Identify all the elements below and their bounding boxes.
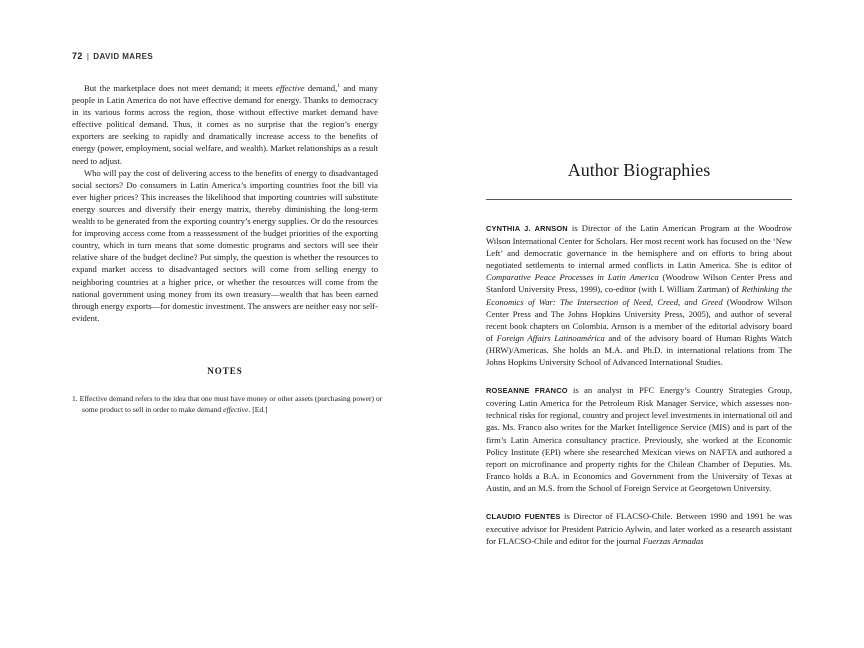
bio-name: CYNTHIA J. ARNSON <box>486 224 568 233</box>
paragraph-2: Who will pay the cost of delivering access to the benefits of energy to disadvantaged social sectors? Do consumers in Latin America’s importing countries foot the bill via ever higher prices? This increases the likelihood that importing countries will substitute energy sources and diversify their energy matrix, thereby diminishing the long-term wealth to be generated from the exporting country’s energy supplies. Or do the resources for improving access come from a reassessment of the budget priorities of the exporting country, which in turn means that some domestic programs and sectors will see their relative share of the budget decline? Put simply, the question is whether the resources to expand market access to disadvantaged sectors will come from selling energy to neighboring countries at a higher price, or whether the resources will come from the national government using money from its own treasury—wealth that has been earned through energy exports—for domestic investment. The answers are neither easy nor self-evident. <box>72 167 378 323</box>
running-head-separator: | <box>86 52 90 61</box>
running-head-author: DAVID MARES <box>93 52 154 61</box>
bio-entry-arnson: CYNTHIA J. ARNSON is Director of the Latin American Program at the Woodrow Wilson International Center for Scholars. Her most recent work has focused on the ‘New Left’ and democratic governance in the hemisphere and on efforts to bring about negotiated settlements to internal armed conflicts in Latin America. She is editor of Comparative Peace Processes in Latin America (Woodrow Wilson Center Press and Stanford University Press, 1999), co-editor (with I. William Zartman) of Rethinking the Economics of War: The Intersection of Need, Creed, and Greed (Woodrow Wilson Center Press and The Johns Hopkins University Press, 2005), and author of several recent book chapters on Colombia. Arnson is a member of the editorial advisory board of Foreign Affairs Latinoamérica and of the advisory board of Human Rights Watch (HRW)/Americas. She holds an M.A. and Ph.D. in international relations from The Johns Hopkins University School of Advanced International Studies. <box>486 223 793 368</box>
bio-list <box>486 222 792 563</box>
paragraph-1: But the marketplace does not meet demand; it meets effective demand,$^1$ and many people in Latin America do not have effective demand for energy. Thanks to democracy in its various forms across the region, those without effective market demand have effective political demand. Thus, it comes as no surprise that the region’s energy exporters are seeking to rapidly and dramatically increase access to the benefits of energy (power, employment, social welfare, and wealth). Market relationships as a result need to adjust. <box>72 83 378 166</box>
note-reference: 1 <box>337 83 340 90</box>
page-title: Author Biographies <box>567 160 711 180</box>
bio-name: ROSEANNE FRANCO <box>486 386 568 396</box>
running-head <box>72 51 153 61</box>
notes-heading: NOTES <box>207 366 243 376</box>
emphasis-effective: effective <box>276 83 305 93</box>
page-number: 72 <box>72 51 83 61</box>
footnote-1: 1. Effective demand refers to the idea that one must have money or other assets (purchasing power) or some product to sell in order to make demand effective. [Ed.] <box>72 394 383 414</box>
bio-name: CLAUDIO FUENTES <box>486 511 561 521</box>
bio-entry-franco: ROSEANNE FRANCO is an analyst in PFC Energy’s Country Strategies Group, covering Latin America for the Petroleum Risk Manager Service, which assesses non-technical risks for regional, country and project level investments in international oil and gas. Ms. Franco also writes for the Market Intelligence Service (MIS) and is part of the firm’s Latin America consultancy practice. Previously, she worked at the Economic Policy Institute (EPI) where she researched Mexican views on NAFTA and authored a report on microfinance and property rights for the Chilean Chamber of Deputies. Ms. Franco holds a B.A. in Economics and Government from the University of Texas at Austin, and an M.S. from the School of Foreign Service at Georgetown University. <box>486 385 792 493</box>
bio-entry-fuentes: CLAUDIO FUENTES is Director of FLACSO-Chile. Between 1990 and 1991 he was executive advisor for President Patricio Aylwin, and later worked as a research assistant for FLACSO-Chile and editor for the journal Fuerzas Armadas <box>486 510 792 547</box>
chapter-body-text <box>72 82 378 324</box>
title-rule <box>486 199 792 200</box>
right-page <box>432 0 864 648</box>
